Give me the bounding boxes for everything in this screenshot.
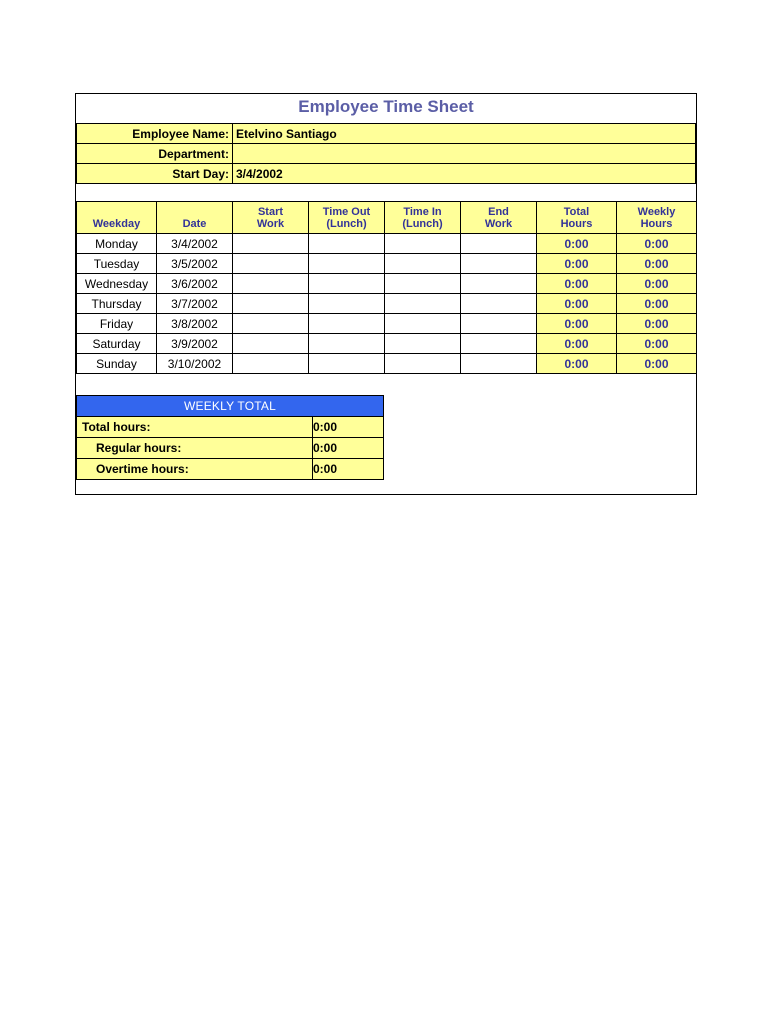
time-out-cell[interactable] [309, 274, 385, 294]
col-total-hours-line1: Total [563, 205, 590, 218]
start-day-field[interactable]: 3/4/2002 [233, 164, 696, 184]
table-row [77, 314, 697, 334]
end-work-cell[interactable] [461, 334, 537, 354]
time-in-cell[interactable] [385, 334, 461, 354]
end-work-cell[interactable] [461, 294, 537, 314]
col-time-in [385, 202, 461, 234]
time-out-cell[interactable] [309, 334, 385, 354]
weekly-total-header-row [77, 396, 384, 417]
total-hours-value: 0:00 [313, 417, 384, 438]
col-time-out-line1: Time Out [322, 205, 371, 218]
start-work-cell[interactable] [233, 234, 309, 254]
date-cell: 3/4/2002 [157, 234, 233, 254]
employee-name-row [77, 124, 696, 144]
start-work-cell[interactable] [233, 294, 309, 314]
col-end-work [461, 202, 537, 234]
col-weekly-hours-line1: Weekly [637, 205, 676, 218]
overtime-hours-row [77, 459, 384, 480]
time-out-cell[interactable] [309, 294, 385, 314]
end-work-cell[interactable] [461, 354, 537, 374]
total-hours-cell: 0:00 [537, 314, 617, 334]
weekday-cell: Tuesday [77, 254, 157, 274]
total-hours-cell: 0:00 [537, 334, 617, 354]
department-row [77, 144, 696, 164]
col-start-work-line2: Work [256, 217, 285, 230]
total-hours-cell: 0:00 [537, 254, 617, 274]
col-date: Date [157, 202, 233, 234]
start-work-cell[interactable] [233, 274, 309, 294]
time-in-cell[interactable] [385, 314, 461, 334]
overtime-hours-label: Overtime hours: [77, 459, 313, 480]
weekday-cell: Thursday [77, 294, 157, 314]
weekday-cell: Monday [77, 234, 157, 254]
weekly-hours-cell: 0:00 [617, 274, 697, 294]
time-in-cell[interactable] [385, 234, 461, 254]
page-title: Employee Time Sheet [298, 97, 474, 116]
date-cell: 3/6/2002 [157, 274, 233, 294]
date-cell: 3/8/2002 [157, 314, 233, 334]
start-work-cell[interactable] [233, 354, 309, 374]
col-end-work-line1: End [488, 205, 509, 218]
weekly-total-heading: WEEKLY TOTAL [77, 396, 384, 417]
weekday-cell: Wednesday [77, 274, 157, 294]
table-row [77, 254, 697, 274]
total-hours-cell: 0:00 [537, 294, 617, 314]
total-hours-row [77, 417, 384, 438]
col-time-in-line2: (Lunch) [402, 217, 443, 230]
employee-name-label: Employee Name: [77, 124, 233, 144]
weekly-hours-cell: 0:00 [617, 334, 697, 354]
weekly-hours-cell: 0:00 [617, 314, 697, 334]
time-in-cell[interactable] [385, 354, 461, 374]
daily-hours-table [76, 201, 697, 374]
table-header-row [77, 202, 697, 234]
time-in-cell[interactable] [385, 294, 461, 314]
employee-info [76, 123, 696, 184]
col-time-out-line2: (Lunch) [326, 217, 367, 230]
regular-hours-value: 0:00 [313, 438, 384, 459]
col-start-work [233, 202, 309, 234]
table-row [77, 334, 697, 354]
weekly-hours-cell: 0:00 [617, 354, 697, 374]
department-label: Department: [77, 144, 233, 164]
employee-name-field[interactable]: Etelvino Santiago [233, 124, 696, 144]
regular-hours-row [77, 438, 384, 459]
weekday-cell: Saturday [77, 334, 157, 354]
start-work-cell[interactable] [233, 334, 309, 354]
department-field[interactable] [233, 144, 696, 164]
col-total-hours [537, 202, 617, 234]
col-start-work-line1: Start [257, 205, 284, 218]
col-weekly-hours-line2: Hours [640, 217, 673, 230]
overtime-hours-value: 0:00 [313, 459, 384, 480]
start-day-label: Start Day: [77, 164, 233, 184]
total-hours-cell: 0:00 [537, 234, 617, 254]
time-in-cell[interactable] [385, 254, 461, 274]
end-work-cell[interactable] [461, 234, 537, 254]
col-time-in-line1: Time In [403, 205, 442, 218]
weekly-hours-cell: 0:00 [617, 294, 697, 314]
regular-hours-label: Regular hours: [77, 438, 313, 459]
col-weekday: Weekday [77, 202, 157, 234]
time-out-cell[interactable] [309, 254, 385, 274]
end-work-cell[interactable] [461, 314, 537, 334]
start-work-cell[interactable] [233, 314, 309, 334]
col-total-hours-line2: Hours [560, 217, 593, 230]
total-hours-cell: 0:00 [537, 354, 617, 374]
date-cell: 3/10/2002 [157, 354, 233, 374]
col-end-work-line2: Work [484, 217, 513, 230]
time-out-cell[interactable] [309, 314, 385, 334]
total-hours-label: Total hours: [77, 417, 313, 438]
col-weekly-hours [617, 202, 697, 234]
start-day-row [77, 164, 696, 184]
time-out-cell[interactable] [309, 354, 385, 374]
col-time-out [309, 202, 385, 234]
table-row [77, 234, 697, 254]
start-work-cell[interactable] [233, 254, 309, 274]
date-cell: 3/7/2002 [157, 294, 233, 314]
time-in-cell[interactable] [385, 274, 461, 294]
table-row [77, 294, 697, 314]
weekly-total-box [76, 395, 384, 480]
end-work-cell[interactable] [461, 274, 537, 294]
time-out-cell[interactable] [309, 234, 385, 254]
date-cell: 3/5/2002 [157, 254, 233, 274]
table-row [77, 274, 697, 294]
total-hours-cell: 0:00 [537, 274, 617, 294]
weekly-hours-cell: 0:00 [617, 254, 697, 274]
time-sheet [75, 93, 697, 495]
weekly-hours-cell: 0:00 [617, 234, 697, 254]
table-row [77, 354, 697, 374]
weekday-cell: Sunday [77, 354, 157, 374]
end-work-cell[interactable] [461, 254, 537, 274]
date-cell: 3/9/2002 [157, 334, 233, 354]
weekday-cell: Friday [77, 314, 157, 334]
